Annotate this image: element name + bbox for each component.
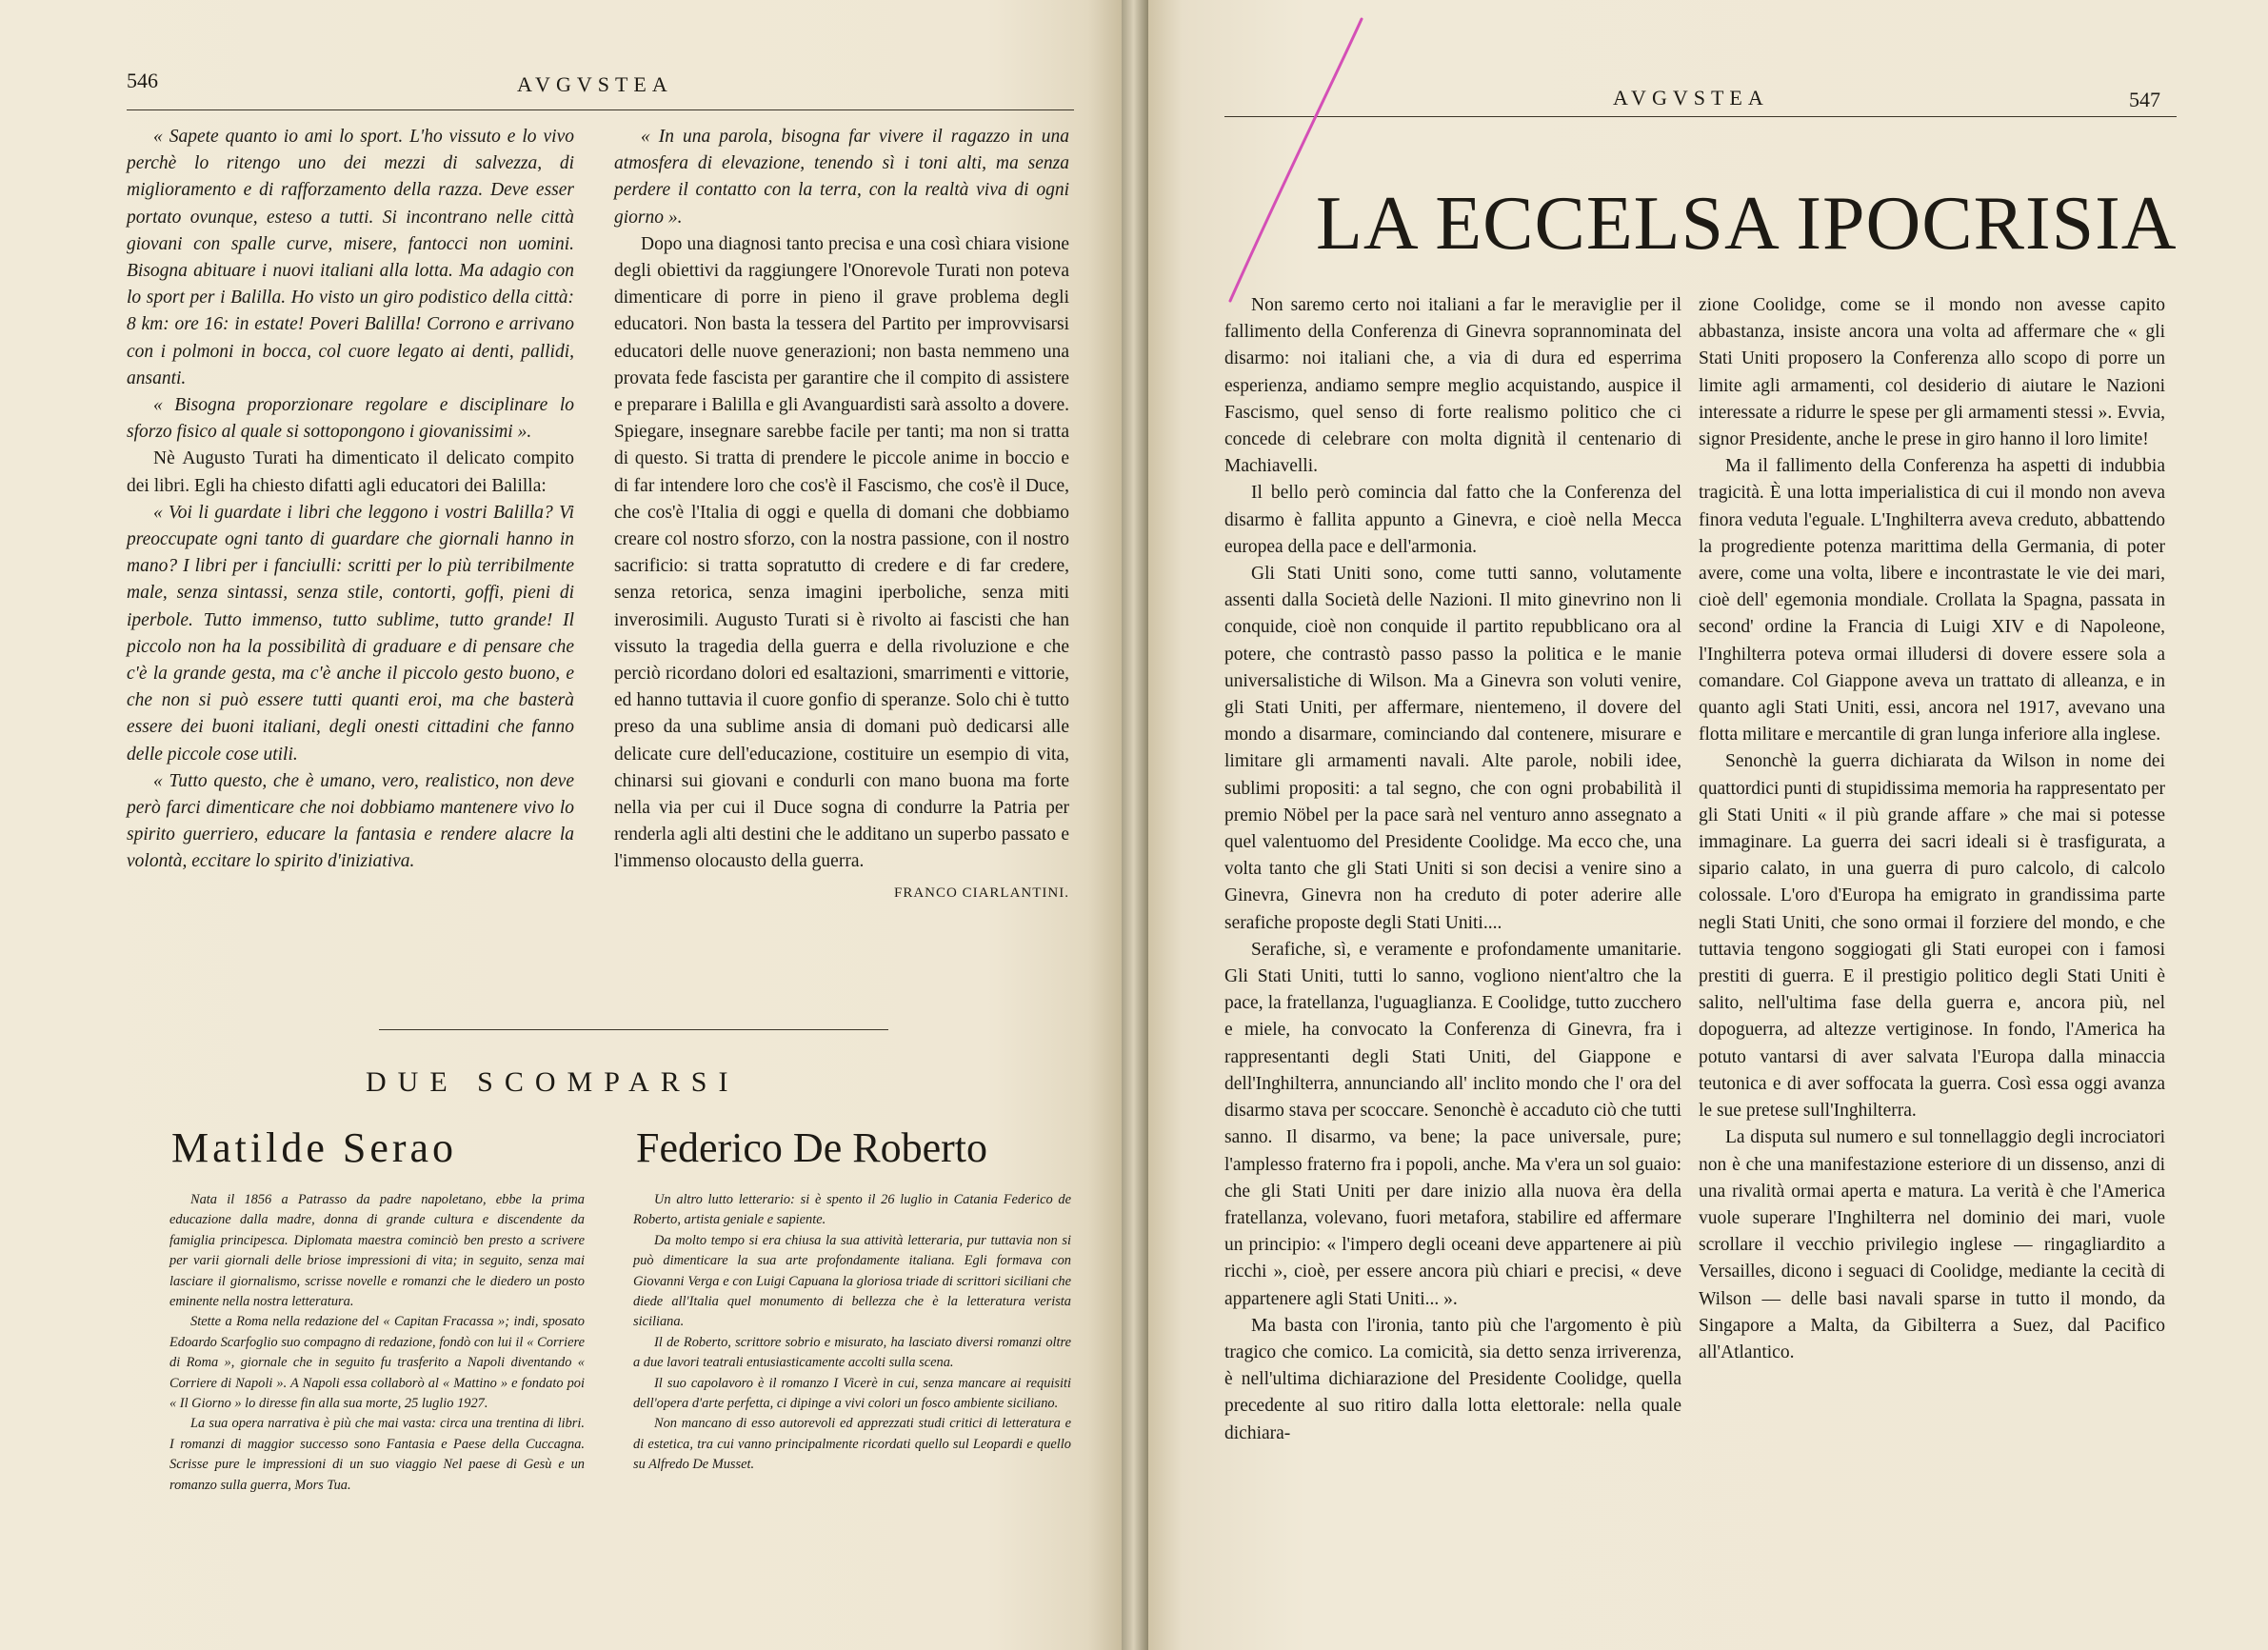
paragraph: La disputa sul numero e sul tonnellaggio degli incrociatori non è che una manifestazione esteriore di un dissenso, anzi di una rivalità ormai aperta e matura. La verità è che l'America vuole superare l'Inghilterra nel dominio dei mari, vuole scrollare il vecchio privilegio inglese — ringagliardito a Versailles, dicono i seguaci di Coolidge, mediante la cecità di Wilson — delle basi navali sparse in tutto il mondo, da Singapore a Malta, da Gibilterra a Suez, dal Pacifico all'Atlantico. — [1699, 1127, 2165, 1362]
running-head: AVGVSTEA — [517, 72, 673, 96]
paragraph: Il bello però comincia dal fatto che la Conferenza del disarmo è fallita appunto a Ginevra, e cioè nella Mecca europea della pace e dell'armonia. — [1224, 483, 1681, 557]
paragraph: « Sapete quanto io ami lo sport. L'ho vissuto e lo vivo perchè lo ritengo uno dei mezzi di salvezza, di miglioramento e di rafforzamento della razza. Deve esser portato ovunque, esteso a tutti. Si incontrano nelle città giovani con spalle curve, misere, fantocci non uomini. Bisogna abituare i nuovi italiani alla lotta. Ma adagio con lo sport per i Balilla. Ho visto un giro podistico della città: 8 km: ore 16: in estate! Poveri Balilla! Corrono e arrivano con i polmoni in bocca, col cuore legato ai denti, pallidi, ansanti. — [127, 127, 574, 388]
paragraph: Ma basta con l'ironia, tanto più che l'argomento è più tragico che comico. La comicità, sia detto senza irriverenza, è nell'ultima dichiarazione del Presidente Coolidge, quella precedente al suo ritiro dalla lotta elettorale: nella quale dichiara- — [1224, 1315, 1681, 1443]
author-signature: FRANCO CIARLANTINI. — [894, 885, 1069, 901]
header-rule — [127, 109, 1074, 110]
section-heading: DUE SCOMPARSI — [366, 1066, 740, 1098]
obituary-paragraph: Il de Roberto, scrittore sobrio e misurato, ha lasciato diversi romanzi oltre a due lavori teatrali entusiasticamente accolti sulla scena. — [633, 1334, 1071, 1371]
paragraph: Dopo una diagnosi tanto precisa e una così chiara visione degli obiettivi da raggiungere l'Onorevole Turati non poteva dimenticare di porre in pieno il grave problema degli educatori. Non basta la tessera del Partito per improvvisarsi educatori delle nuove generazioni; non basta nemmeno una provata fede fascista per garantire che il compito di assistere e preparare i Balilla e gli Avanguardisti sarà assolto a dovere. Spiegare, insegnare sarebbe facile per tanti; ma non si tratta di questo. Si tratta di prendere le piccole anime in boccio e di far intendere loro che cos'è il Fascismo, che cos'è il Duce, che cos'è l'Italia di oggi e quella di domani che dobbiamo creare col nostro sforzo, con la nostra passione, con il nostro sacrificio: si tratta sopratutto di credere e di far credere, senza retorica, senza imagini iperboliche, senza miti inverosimili. Augusto Turati si è rivolto ai fascisti che han vissuto la tragedia della guerra e della rivoluzione e che perciò ricordano dolori ed esaltazioni, smarrimenti e vittorie, ed hanno tuttavia il cuore gonfio di speranze. Solo chi è tutto preso da una sublime ansia di domani può dedicarsi alle delicate cure dell'educazione, costituire un esempio di vita, chinarsi sui giovani e condurli con mano buona ma forte nella via per cui il Duce sogna di condurre la Patria per renderla agli alti destini che le additano un superbo passato e l'immenso olocausto della guerra. — [614, 233, 1069, 872]
obituary-paragraph: Stette a Roma nella redazione del « Capitan Fracassa »; indi, sposato Edoardo Scarfoglio suo compagno di redazione, fondò con lui il « Corriere di Roma », giornale che in seguito fu trasferito a Napoli diventando « Corriere di Napoli ». A Napoli essa collaborò al « Mattino » e fondato poi « Il Giorno » lo diresse fin alla sua morte, 25 luglio 1927. — [169, 1314, 585, 1412]
obituary-de-roberto — [633, 1190, 1071, 1476]
paragraph: Gli Stati Uniti sono, come tutti sanno, volutamente assenti dalla Società delle Nazioni. Il mito ginevrino non li conquide, cioè non conquide il partito repubblicano ora al potere, che contrastò passo passo la politica e le manie universalistiche di Wilson. Ma a Ginevra son voluti venire, gli Stati Uniti, per affermare, nientemeno, il dovere del mondo a disarmare, cominciando dal contenere, misurare e limitare gli armamenti navali. Alte parole, nobili idee, sublimi propositi: a tal segno, che con ogni probabilità il premio Nöbel per la pace sarà nel venturo anno assegnato a quel valentuomo del Presidente Coolidge. Ma ecco che, una volta tanto che gli Stati Uniti si son decisi a venire sino a Ginevra, Ginevra non ha creduto di poter aderire alle serafiche proposte degli Stati Uniti.... — [1224, 564, 1681, 933]
pen-mark — [1219, 15, 1371, 320]
obituary-paragraph: Un altro lutto letterario: si è spento il 26 luglio in Catania Federico de Roberto, artista geniale e sapiente. — [633, 1192, 1071, 1228]
paragraph: « Bisogna proporzionare regolare e disciplinare lo sforzo fisico al quale si sottopongono i giovanissimi ». — [127, 395, 574, 443]
paragraph: Nè Augusto Turati ha dimenticato il delicato compito dei libri. Egli ha chiesto difatti agli educatori dei Balilla: — [127, 448, 574, 496]
text-column-1 — [127, 124, 574, 876]
text-column-2 — [614, 124, 1069, 906]
obituary-serao — [169, 1190, 585, 1496]
text-column-2 — [1699, 292, 2165, 1366]
section-rule — [379, 1029, 888, 1030]
obituary-paragraph: Il suo capolavoro è il romanzo I Vicerè in cui, senza mancare ai requisiti dell'opera d'arte perfetta, ci dipinge a vivi colori un fosco ambiente siciliano. — [633, 1375, 1071, 1412]
running-head: AVGVSTEA — [1613, 86, 1769, 109]
page-number: 547 — [2129, 88, 2160, 111]
book-gutter — [1122, 0, 1148, 1650]
paragraph: zione Coolidge, come se il mondo non avesse capito abbastanza, insiste ancora una volta ad affermare che « gli Stati Uniti proposero la Conferenza allo scopo di porre un limite agli armamenti, col desiderio di aiutare le Nazioni interessate a ridurre le spese per gli armamenti stessi ». Evvia, signor Presidente, anche le prese in giro hanno il loro limite! — [1699, 295, 2165, 450]
paragraph: « Tutto questo, che è umano, vero, realistico, non deve però farci dimenticare che noi dobbiamo mantenere vivo lo spirito guerriero, educare la fantasia e rendere alacre la volontà, eccitare lo spirito d'iniziativa. — [127, 770, 574, 872]
paragraph: Serafiche, sì, e veramente e profondamente umanitarie. Gli Stati Uniti, tutti lo sanno, vogliono nient'altro che la pace, la fratellanza, l'uguaglianza. E Coolidge, tutto zucchero e miele, ha convocato la Conferenza di Ginevra, fra i rappresentanti degli Stati Uniti, del Giappone e dell'Inghilterra, annunciando all' inclito mondo che l' ora del disarmo stava per scoccare. Senonchè è accaduto ciò che tutti sanno. Il disarmo, va bene; la pace universale, pure; l'amplesso fraterno fra i popoli, anche. Ma v'era un sol guaio: che gli Stati Uniti per dare inizio alla nuova èra della fratellanza, volevano, fuori metafora, stabilire ed affermare un principio: « l'impero degli oceani deve appartenere ai più ricchi », cioè, per essere ancora più chiari e precisi, « deve appartenere agli Stati Uniti... ». — [1224, 939, 1681, 1309]
paragraph: « In una parola, bisogna far vivere il ragazzo in una atmosfera di elevazione, tenendo sì i toni alti, ma senza perdere il contatto con la terra, con la realtà viva di ogni giorno ». — [614, 127, 1069, 228]
paragraph: Ma il fallimento della Conferenza ha aspetti di indubbia tragicità. È una lotta imperialistica di cui il mondo non aveva finora veduta l'eguale. L'Inghilterra aveva creduto, abbattendo la progrediente potenza marittima della Germania, di poter avere, come una volta, libere e incontrastate le vie dei mari, cioè dell' egemonia mondiale. Crollata la Spagna, passata in second' ordine la Francia di Luigi XIV e di Napoleone, l'Inghilterra poteva ormai illudersi di dovere essere sola a comandare. Col Giappone aveva un trattato di alleanza, e in quanto agli Stati Uniti, essi, ancora nel 1917, avevano una flotta militare e mercantile di gran lunga inferiore alla inglese. — [1699, 456, 2165, 745]
obituary-paragraph: Nata il 1856 a Patrasso da padre napoletano, ebbe la prima educazione dalla madre, donna di grande cultura e discendente da famiglia principesca. Diplomata maestra cominciò ben presto a scrivere per varii giornali delle briose impressioni di vita; in seguito, senza mai lasciare il giornalismo, scrisse novelle e romanzi che le diedero un posto eminente nella nostra letteratura. — [169, 1192, 585, 1310]
obituary-paragraph: Non mancano di esso autorevoli ed apprezzati studi critici di letteratura e di estetica, tra cui vanno principalmente ricordati quello sul Leopardi e quello su Alfredo De Musset. — [633, 1416, 1071, 1473]
paragraph: Non saremo certo noi italiani a far le meraviglie per il fallimento della Conferenza di Ginevra soprannominata del disarmo: noi italiani che, a via di dura ed esperrima esperienza, andiamo sempre meglio acquistando, auspice il Fascismo, quel senso di forte realismo politico che ci concede di celebrare con molta dignità il centenario di Machiavelli. — [1224, 295, 1681, 477]
page-number: 546 — [127, 69, 158, 92]
paragraph: « Voi li guardate i libri che leggono i vostri Balilla? Vi preoccupate ogni tanto di guardare che giornali hanno in mano? I libri per i fanciulli: scritti per lo più terribilmente male, senza sintassi, senza stile, contorti, goffi, pieni di iperbole. Tutto immenso, tutto sublime, tutto grande! Il piccolo non ha la possibilità di graduare e di pensare che c'è la grande gesta, ma c'è anche il piccolo gesto buono, e che non si può essere tutti quanti eroi, ma che basterà essere dei buoni italiani, degli onesti cittadini che fanno delle piccole cose utili. — [127, 502, 574, 765]
obituary-name-de-roberto: Federico De Roberto — [636, 1124, 987, 1171]
left-page — [0, 0, 1122, 1650]
obituary-paragraph: La sua opera narrativa è più che mai vasta: circa una trentina di libri. I romanzi di maggior successo sono Fantasia e Paese della Cuccagna. Scrisse pure le impressioni di un suo viaggio Nel paese di Gesù e un romanzo sulla guerra, Mors Tua. — [169, 1416, 585, 1493]
article-title: LA ECCELSA IPOCRISIA — [1316, 182, 2178, 266]
paragraph: Senonchè la guerra dichiarata da Wilson in nome dei quattordici punti di stupidissima memoria ha rappresentato per gli Stati Uniti « il più grande affare » che mai si potesse immaginare. La guerra dei sacri ideali si è trasfigurata, a sipario calato, in una guerra di puro calcolo, di calcolo colossale. L'oro d'Europa ha emigrato in grandissima parte negli Stati Uniti, che sono ormai il forziere del mondo, e che tuttavia tengono soggiogati gli Stati europei con i famosi prestiti di guerra. E il prestigio politico degli Stati Uniti è salito, nell'ultima fase della guerra e, ancora più, nel dopoguerra, ad altezze vertiginose. In fondo, l'America ha potuto vantarsi di aver salvata l'Europa dalla minaccia teutonica e di aver soffocata la guerra. Così essa oggi avanza le sue pretese sull'Inghilterra. — [1699, 751, 2165, 1122]
text-column-1 — [1224, 292, 1681, 1447]
obituary-name-serao: Matilde Serao — [171, 1124, 458, 1171]
obituary-paragraph: Da molto tempo si era chiusa la sua attività letteraria, pur tuttavia non si può dimenticare la sua arte profondamente italiana. Egli formava con Giovanni Verga e con Luigi Capuana la gloriosa triade di scrittori siciliani che diede all'Italia quel monumento di bellezza che è la letteratura verista siciliana. — [633, 1232, 1071, 1330]
